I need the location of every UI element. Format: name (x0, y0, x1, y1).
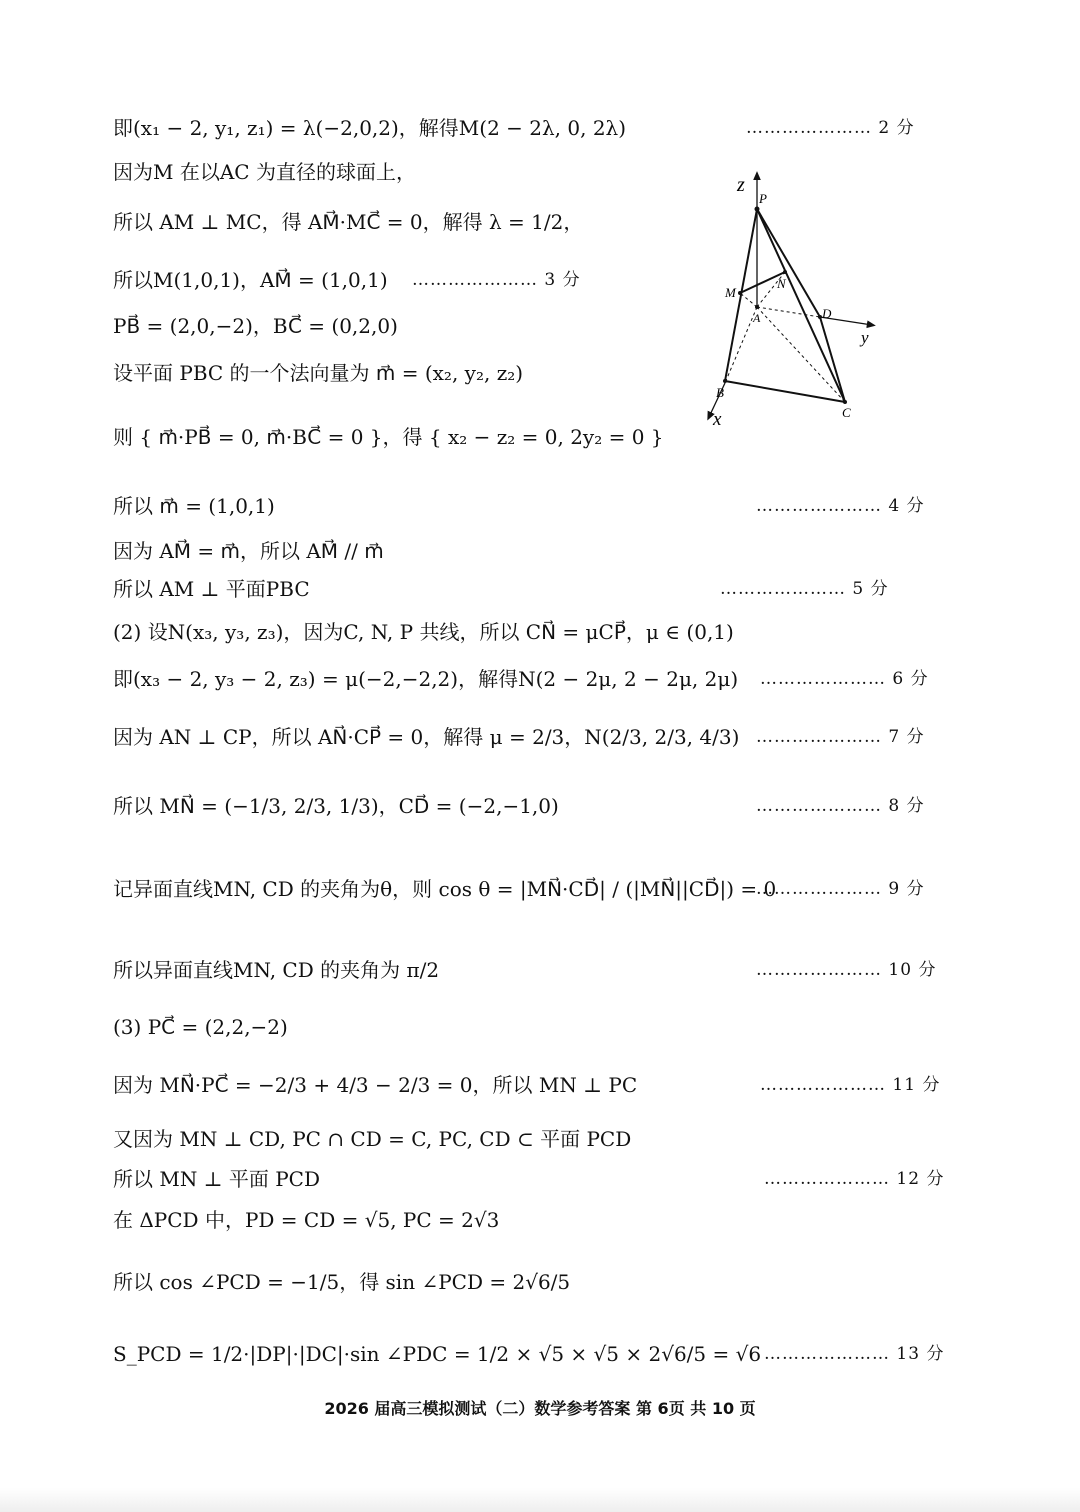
solution-line: 记异面直线MN, CD 的夹角为θ，则 cos θ = |MN⃗·CD⃗| / (|MN⃗||CD⃗|) = 0 (113, 877, 777, 901)
point-C (843, 400, 847, 404)
solution-line: 设平面 PBC 的一个法向量为 m⃗ = (x₂, y₂, z₂) (113, 361, 524, 385)
edge-BC (725, 381, 845, 402)
solution-line: 在 ΔPCD 中，PD = CD = √5, PC = 2√3 (113, 1208, 500, 1232)
score-mark: ………………… 10 分 (756, 960, 937, 980)
solution-line: 则 { m⃗·PB⃗ = 0, m⃗·BC⃗ = 0 }，得 { x₂ − z₂ = 0, 2y₂ = 0 } (113, 425, 664, 449)
point-N (783, 270, 787, 274)
solution-line: PB⃗ = (2,0,−2)，BC⃗ = (0,2,0) (113, 314, 398, 338)
point-M (738, 291, 742, 295)
solution-line: 所以 MN⃗ = (−1/3, 2/3, 1/3)，CD⃗ = (−2,−1,0) (113, 794, 559, 818)
label-B: B (716, 385, 724, 400)
solution-line: 因为 MN⃗·PC⃗ = −2/3 + 4/3 − 2/3 = 0，所以 MN ⊥ PC (113, 1073, 638, 1097)
z-axis-label: z (737, 174, 745, 196)
x-axis-label: x (713, 409, 722, 430)
solution-line: 所以 MN ⊥ 平面 PCD (113, 1167, 321, 1191)
solution-line: 即(x₁ − 2, y₁, z₁) = λ(−2,0,2)，解得M(2 − 2λ, 0, 2λ) (113, 116, 627, 140)
score-mark: ………………… 11 分 (760, 1075, 941, 1095)
score-mark: ………………… 2 分 (746, 118, 915, 138)
score-mark: ………………… 5 分 (720, 579, 889, 599)
point-A (755, 305, 759, 309)
edge-PC (757, 209, 845, 402)
label-P: P (759, 191, 767, 206)
solution-line: 所以 cos ∠PCD = −1/5，得 sin ∠PCD = 2√6/5 (113, 1270, 571, 1294)
label-C: C (842, 405, 851, 420)
solution-line: 因为M 在以AC 为直径的球面上， (113, 160, 416, 184)
score-mark: ………………… 6 分 (760, 669, 929, 689)
y-axis-hidden (757, 307, 820, 317)
label-N: N (777, 276, 786, 291)
score-mark: ………………… 13 分 (764, 1344, 945, 1364)
solution-line: (3) PC⃗ = (2,2,−2) (113, 1015, 288, 1039)
solution-line: 所以 AM ⊥ 平面PBC (113, 577, 310, 601)
solution-line: 所以异面直线MN, CD 的夹角为 π/2 (113, 958, 440, 982)
segment-AM (740, 293, 757, 307)
point-B (723, 379, 727, 383)
solution-line: 所以M(1,0,1)，AM⃗ = (1,0,1) (113, 268, 388, 292)
solution-line: 又因为 MN ⊥ CD, PC ∩ CD = C, PC, CD ⊂ 平面 PCD (113, 1127, 632, 1151)
score-mark: ………………… 4 分 (756, 496, 925, 516)
score-mark: ………………… 9 分 (756, 879, 925, 899)
y-axis-label: y (861, 328, 869, 347)
score-mark: ………………… 7 分 (756, 727, 925, 747)
solution-line: S_PCD = 1/2·|DP|·|DC|·sin ∠PDC = 1/2 × √5 × √5 × 2√6/5 = √6 (113, 1342, 762, 1366)
score-mark: ………………… 8 分 (756, 796, 925, 816)
solution-line: (2) 设N(x₃, y₃, z₃)，因为C, N, P 共线，所以 CN⃗ = μCP⃗，μ ∈ (0,1) (113, 620, 734, 644)
label-A: A (753, 311, 761, 325)
solution-line: 所以 m⃗ = (1,0,1) (113, 494, 275, 518)
edge-DC (820, 317, 845, 402)
solution-line: 即(x₃ − 2, y₃ − 2, z₃) = μ(−2,−2,2)，解得N(2 − 2μ, 2 − 2μ, 2μ) (113, 667, 739, 691)
solution-line: 因为 AM⃗ = m⃗，所以 AM⃗ // m⃗ (113, 539, 384, 563)
score-mark: ………………… 12 分 (764, 1169, 945, 1189)
solution-line: 因为 AN ⊥ CP，所以 AN⃗·CP⃗ = 0，解得 μ = 2/3，N(2/3, 2/3, 4/3) (113, 725, 740, 749)
solution-line: 所以 AM ⊥ MC，得 AM⃗·MC⃗ = 0，解得 λ = 1/2， (113, 210, 584, 234)
pyramid-diagram (695, 165, 895, 430)
score-mark: ………………… 3 分 (412, 270, 581, 290)
label-D: D (822, 306, 832, 321)
label-M: M (725, 285, 736, 300)
edge-PD (757, 209, 820, 317)
pyramid-figure (695, 165, 895, 434)
page-footer: 2026 届高三模拟测试（二）数学参考答案 第 6页 共 10 页 (324, 1399, 756, 1418)
point-P (755, 207, 760, 212)
page-edge-shadow (0, 1488, 1080, 1512)
